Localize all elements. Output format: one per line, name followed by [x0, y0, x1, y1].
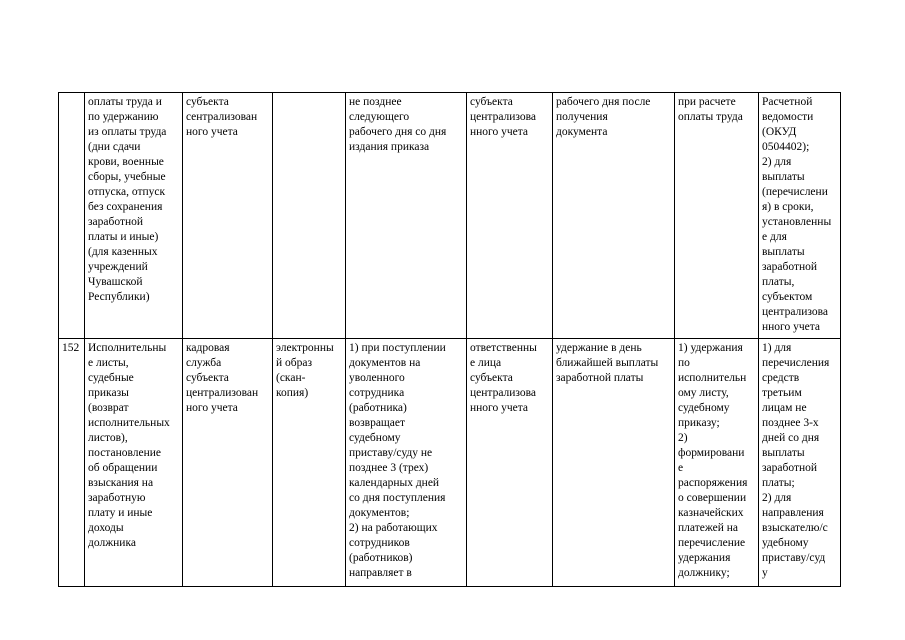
purpose-cell: 1) удержания по исполнительн ому листу, судебному приказу; 2) формировани е распоряжения о совершении казначейских платежей на перечисление удержания должнику; [675, 339, 759, 587]
responsible-cell: субъекта централизова нного учета [467, 93, 553, 339]
submission-term-cell: не позднее следующего рабочего дня со дня издания приказа [346, 93, 467, 339]
submission-term-cell: 1) при поступлении документов на уволенного сотрудника (работника) возвращает судебному приставу/суду не позднее 3 (трех) календарных дней со дня поступления документов; 2) на работающих сотрудников (работников) направляет в [346, 339, 467, 587]
storage-cell: 1) для перечисления средств третьим лицам не позднее 3-х дней со дня выплаты заработной платы; 2) для направления взыскателю/с удебному приставу/суд у [759, 339, 841, 587]
document-name-cell: Исполнительны е листы, судебные приказы (возврат исполнительных листов), постановление об обращении взыскания на заработную плату и иные доходы должника [85, 339, 183, 587]
format-cell [273, 93, 346, 339]
table-row [59, 339, 841, 587]
table-row [59, 93, 841, 339]
row-number-cell: 152 [59, 339, 85, 587]
row-number-cell [59, 93, 85, 339]
purpose-cell: при расчете оплаты труда [675, 93, 759, 339]
format-cell: электронны й образ (скан- копия) [273, 339, 346, 587]
creator-cell: субъекта cентрализован ного учета [183, 93, 273, 339]
responsible-cell: ответственны е лица субъекта централизова нного учета [467, 339, 553, 587]
processing-term-cell: рабочего дня после получения документа [553, 93, 675, 339]
creator-cell: кадровая служба субъекта централизован ного учета [183, 339, 273, 587]
processing-term-cell: удержание в день ближайшей выплаты заработной платы [553, 339, 675, 587]
storage-cell: Расчетной ведомости (ОКУД 0504402); 2) для выплаты (перечислени я) в сроки, установленны е для выплаты заработной платы, субъектом централизова нного учета [759, 93, 841, 339]
document-table [58, 92, 841, 587]
document-name-cell: оплаты труда и по удержанию из оплаты труда (дни сдачи крови, военные сборы, учебные отпуска, отпуск без сохранения заработной платы и иные) (для казенных учреждений Чувашской Республики) [85, 93, 183, 339]
